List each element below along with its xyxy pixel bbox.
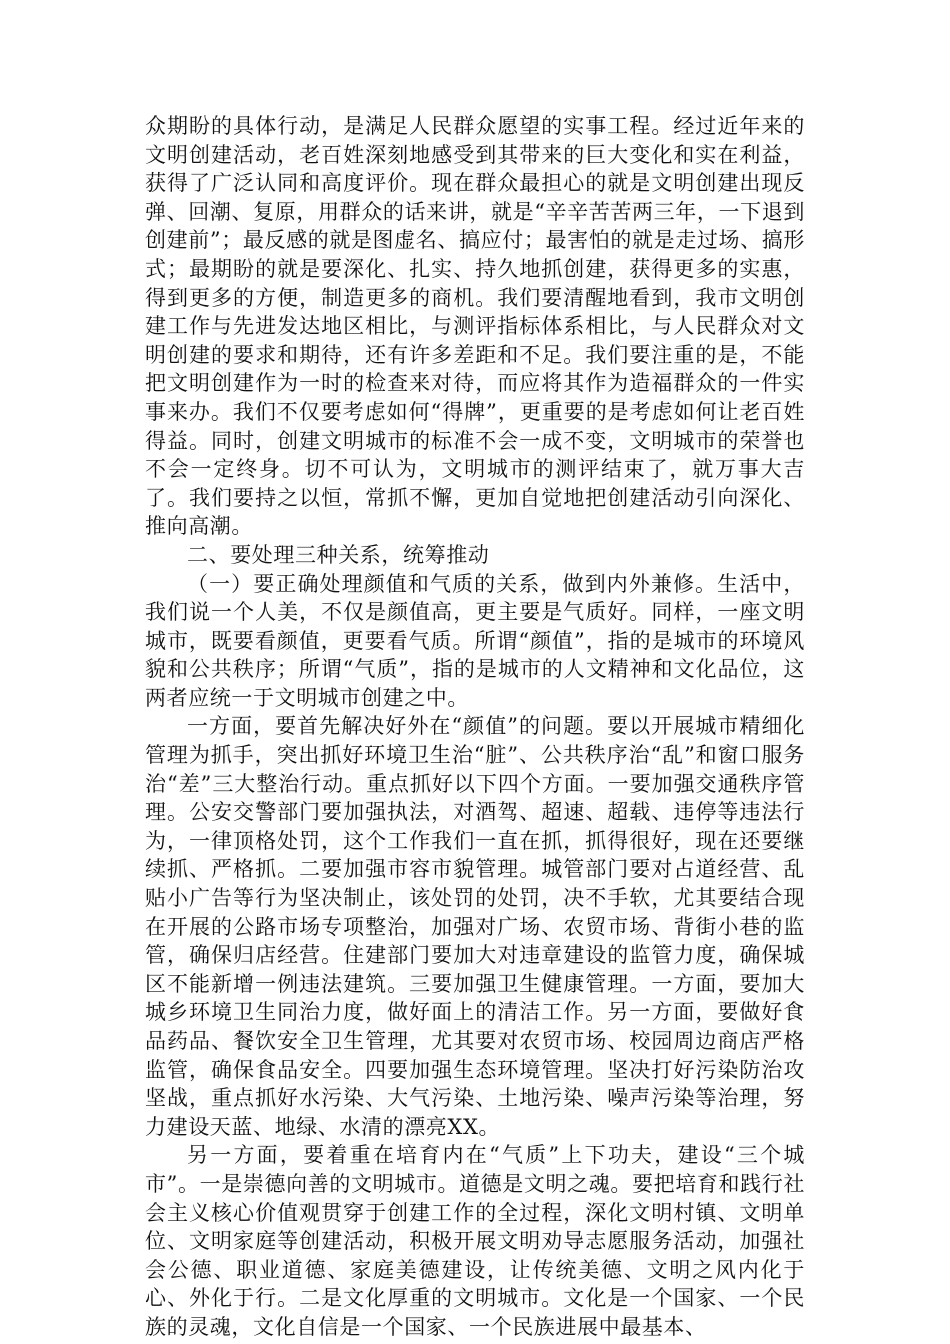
paragraph-intro: 众期盼的具体行动，是满足人民群众愿望的实事工程。经过近年来的文明创建活动，老百姓深刻地感受到其带来的巨大变化和实在利益，获得了广泛认同和高度评价。现在群众最担心的就是文明创建出现反弹、回潮、复原，用群众的话来讲，就是“辛辛苦苦两三年，一下退到创建前”；最反感的就是图虚名、搞应付；最害怕的就是走过场、搞形式；最期盼的就是要深化、扎实、持久地抓创建，获得更多的实惠，得到更多的方便，制造更多的商机。我们要清醒地看到，我市文明创建工作与先进发达地区相比，与测评指标体系相比，与人民群众对文明创建的要求和期待，还有许多差距和不足。我们要注重的是，不能把文明创建作为一时的检查来对待，而应将其作为造福群众的一件实事来办。我们不仅要考虑如何“得牌”，更重要的是考虑如何让老百姓得益。同时，创建文明城市的标准不会一成不变，文明城市的荣誉也不会一定终身。切不可认为，文明城市的测评结束了，就万事大吉了。我们要持之以恒，常抓不懈，更加自觉地把创建活动引向深化、推向高潮。 [145, 114, 805, 539]
document-body [145, 112, 805, 1342]
paragraph-subsection-one: （一）要正确处理颜值和气质的关系，做到内外兼修。生活中，我们说一个人美，不仅是颜值高，更主要是气质好。同样，一座文明城市，既要看颜值，更要看气质。所谓“颜值”，指的是城市的环境风貌和公共秩序；所谓“气质”，指的是城市的人文精神和文化品位，这两者应统一于文明城市创建之中。 [145, 571, 805, 710]
paragraph-appearance: 一方面，要首先解决好外在“颜值”的问题。要以开展城市精细化管理为抓手，突出抓好环境卫生治“脏”、公共秩序治“乱”和窗口服务治“差”三大整治行动。重点抓好以下四个方面。一要加强交通秩序管理。公安交警部门要加强执法，对酒驾、超速、超载、违停等违法行为，一律顶格处罚，这个工作我们一直在抓，抓得很好，现在还要继续抓、严格抓。二要加强市容市貌管理。城管部门要对占道经营、乱贴小广告等行为坚决制止，该处罚的处罚，决不手软，尤其要结合现在开展的公路市场专项整治，加强对广场、农贸市场、背街小巷的监管，确保归店经营。住建部门要加大对违章建设的监管力度，确保城区不能新增一例违法建筑。三要加强卫生健康管理。一方面，要加大城乡环境卫生同治力度，做好面上的清洁工作。另一方面，要做好食品药品、餐饮安全卫生管理，尤其要对农贸市场、校园周边商店严格监管，确保食品安全。四要加强生态环境管理。坚决打好污染防治攻坚战，重点抓好水污染、大气污染、土地污染、噪声污染等治理，努力建设天蓝、地绿、水清的漂亮XX。 [145, 714, 805, 1139]
paragraph-temperament: 另一方面，要着重在培育内在“气质”上下功夫，建设“三个城市”。一是崇德向善的文明城市。道德是文明之魂。要把培育和践行社会主义核心价值观贯穿于创建工作的全过程，深化文明村镇、文明单位、文明家庭等创建活动，积极开展文明劝导志愿服务活动，加强社会公德、职业道德、家庭美德建设，让传统美德、文明之风内化于心、外化于行。二是文化厚重的文明城市。文化是一个国家、一个民族的灵魂，文化自信是一个国家、一个民族进展中最基本、 [145, 1143, 805, 1339]
section-heading: 二、要处理三种关系，统筹推动 [187, 542, 490, 567]
